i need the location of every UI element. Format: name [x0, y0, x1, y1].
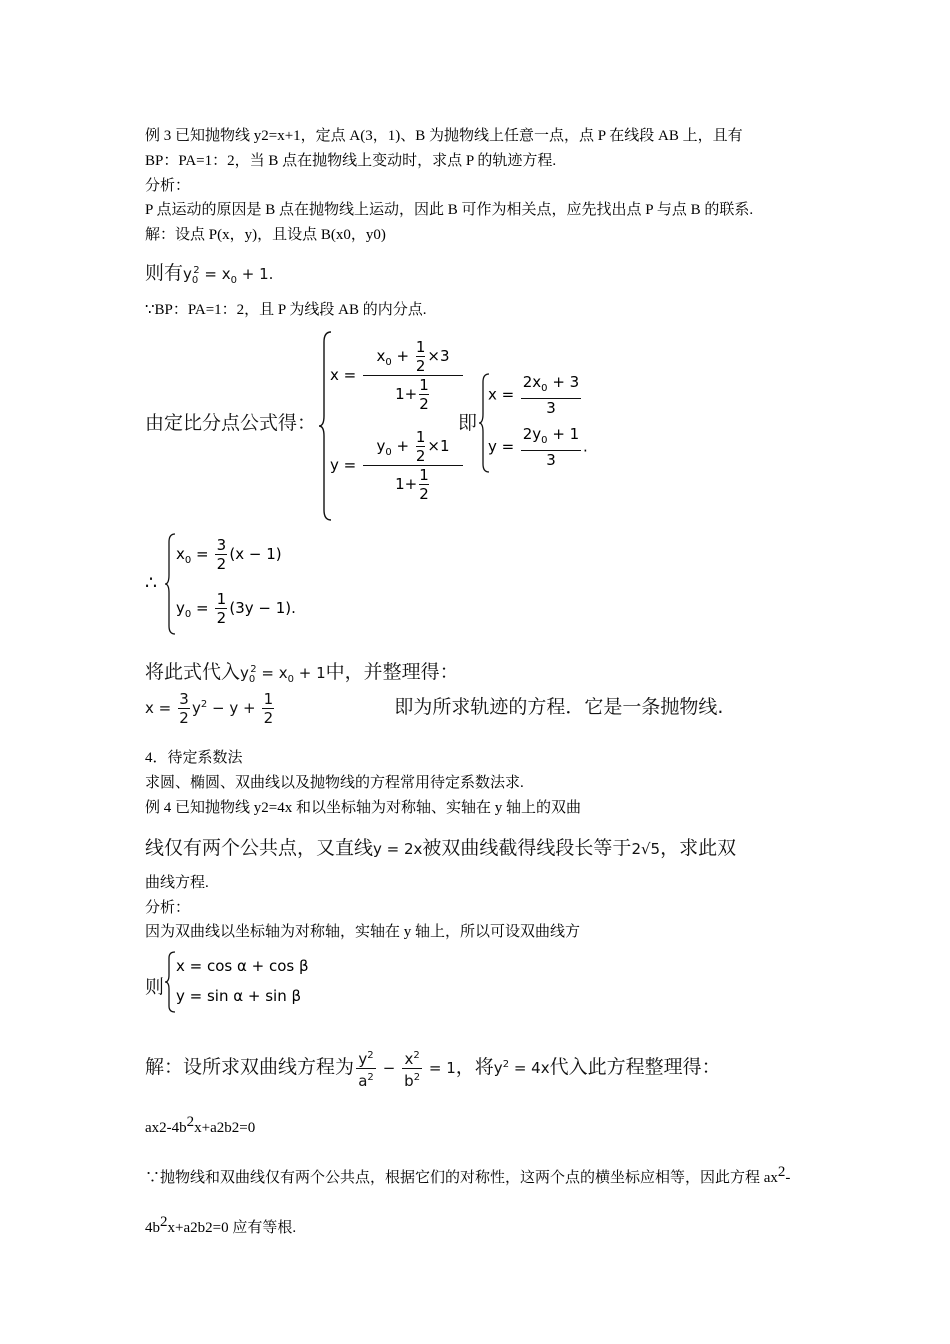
equation-y-sin: y = sin α + sin β	[176, 987, 302, 1005]
example3-line2: BP：PA=1：2，当 B 点在抛物线上变动时，求点 P 的轨迹方程.	[145, 153, 557, 169]
equation-x-cos: x = cos α + cos β	[176, 957, 309, 975]
equation-x-section: x = $x_0$ + $\frac{1}{2}$ ×3 1+ $\frac{1}{2}$	[330, 338, 465, 413]
quadratic-equation: $ax2-4b^2x+a2b2=0$	[145, 1114, 256, 1136]
equation-x0: $x_0$ = $\frac{3}{2}$ (x − 1)	[176, 536, 282, 573]
equation-y0: $y_0$ = $\frac{1}{2}$ (3y − 1).	[176, 590, 296, 627]
analysis-text-1: P 点运动的原因是 B 点在抛物线上运动，因此 B 可作为相关点，应先找出点 P 与点 B 的联系.	[145, 202, 754, 218]
solution-hyperbola: 解：设所求双曲线方程为 $\frac{y^2}{a^2}$ − $\frac{x^2}{b^2}$ = 1，将$y^2 = 4x$代入此方程整理得：	[145, 1050, 721, 1090]
solution-line-1: 解：设点 P(x，y)，且设点 B(x0，y0)	[145, 227, 386, 243]
analysis-label-2: 分析：	[145, 900, 191, 916]
section-4-description: 求圆、椭圆、双曲线以及抛物线的方程常用待定系数法求.	[145, 775, 524, 791]
example4-line1: 例 4 已知抛物线 y2=4x 和以坐标轴为对称轴、实轴在 y 轴上的双曲	[145, 800, 581, 816]
locus-equation: x = $\frac{3}{2}$ $y^2 - y$ + $\frac{1}{2}$ 即为所求轨迹的方程．它是一条抛物线.	[145, 690, 724, 727]
section-formula-label: 由定比分点公式得：	[145, 412, 317, 434]
analysis-label-1: 分析：	[145, 178, 191, 194]
equation-x-simplified: x = $\frac{2x_0 + 3}{3}$	[488, 373, 580, 417]
analysis-text-2: 因为双曲线以坐标轴为对称轴，实轴在 y 轴上，所以可设双曲线方	[145, 924, 581, 940]
ze-label: 则	[145, 976, 165, 998]
example4-line3: 曲线方程.	[145, 875, 209, 891]
equation-y-simplified: y = $\frac{2y_0 + 1}{3}$ .	[488, 425, 588, 469]
equation-y-section: y = $y_0$ + $\frac{1}{2}$ ×1 1+ $\frac{1}{2}$	[330, 428, 465, 503]
therefore-symbol: ∴	[145, 572, 158, 594]
equation-then-have: 则有$y_0^2 = x_0 + 1$.	[145, 262, 274, 286]
section-4-heading: 4．待定系数法	[145, 750, 243, 766]
example4-line2: 线仅有两个公共点，又直线y = 2x被双曲线截得线段长等于2√5，求此双	[145, 837, 737, 859]
final-line-2: $4b^2x+a2b2=0$ 应有等根.	[145, 1214, 297, 1236]
example3-line1: 例 3 已知抛物线 y2=x+1，定点 A(3，1)、B 为抛物线上任意一点，点 P 在线段 AB 上，且有	[145, 128, 743, 144]
substitute-line: 将此式代入$y_0^2 = x_0 + 1$中，并整理得：	[145, 661, 459, 685]
ratio-line: ∵BP：PA=1：2，且 P 为线段 AB 的内分点.	[145, 302, 427, 318]
final-line-1: ∵抛物线和双曲线仅有两个公共点，根据它们的对称性，这两个点的横坐标应相等，因此方程 $ax^2-$	[145, 1164, 791, 1186]
ji-label: 即	[458, 412, 478, 434]
